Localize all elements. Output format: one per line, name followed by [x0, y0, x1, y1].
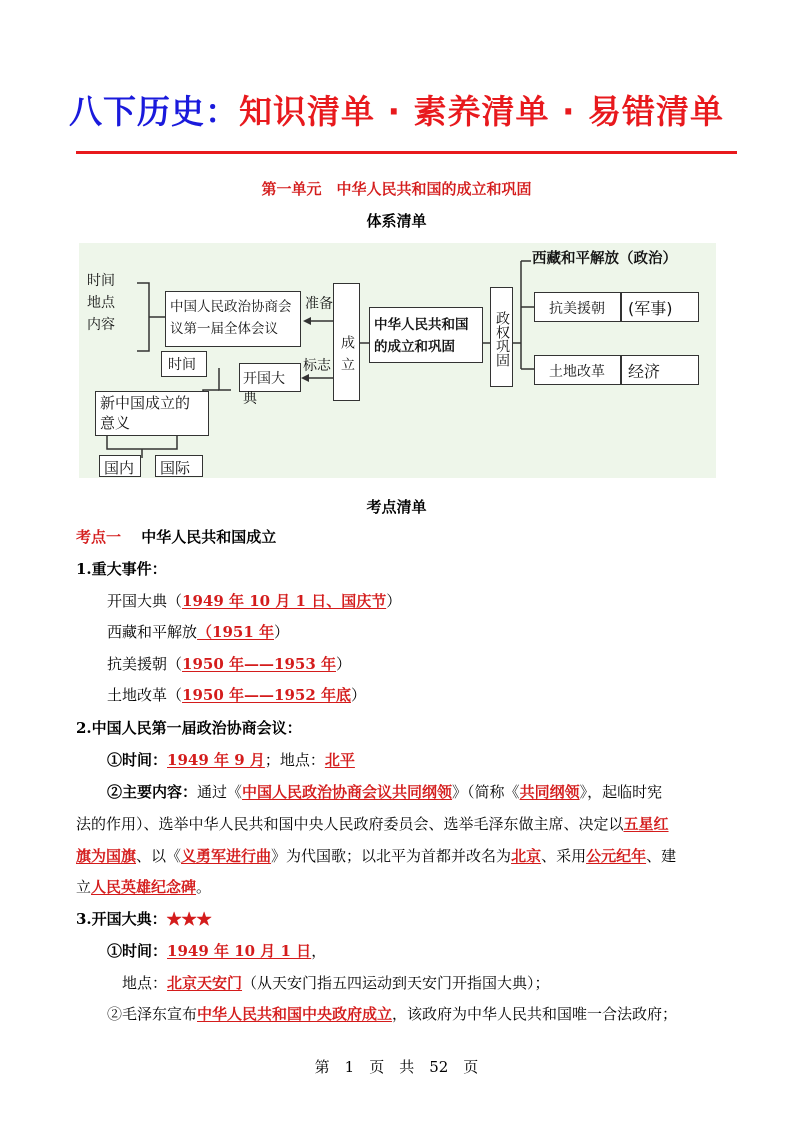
point1-heading — [76, 527, 276, 547]
content-text: 、采用 — [541, 847, 587, 865]
content-answer: 旗为国旗 — [76, 847, 137, 865]
announcement-tail: ，该政府为中华人民共和国唯一合法政府； — [392, 1005, 678, 1023]
event-bracket-open: （ — [167, 686, 183, 704]
diagram-korea-box: 抗美援朝 — [534, 292, 621, 322]
section3-heading — [76, 909, 212, 929]
content-answer: 共同纲领 — [519, 783, 580, 801]
cppcc-content-line-1 — [107, 782, 662, 802]
diagram-place-label: 地点 — [87, 295, 115, 311]
cppcc-content-line-3 — [76, 846, 676, 866]
document-title — [0, 86, 793, 133]
place-answer: 北平 — [324, 751, 355, 769]
time-answer: 1949 年 10 月 1 日 — [167, 942, 312, 960]
ceremony-announcement — [107, 1004, 677, 1024]
diagram-domestic-box: 国内 — [99, 455, 141, 477]
importance-stars: ★★★ — [166, 910, 212, 928]
section2-heading: 2.中国人民第一届政治协商会议： — [76, 719, 302, 737]
diagram-economy-box: 经济 — [621, 355, 699, 385]
place-note: （从天安门指五四运动到天安门开指国大典）； — [242, 974, 550, 992]
event-item — [107, 654, 351, 674]
system-heading: 体系清单 — [366, 212, 427, 230]
content-text: 通过《 — [197, 783, 243, 801]
event-name: 西藏和平解放 — [107, 623, 198, 641]
event-answer: 1950 年——1952 年底 — [182, 686, 351, 704]
content-text: 立 — [76, 878, 92, 896]
event-name: 抗美援朝 — [107, 655, 168, 673]
event-answer: 1950 年——1953 年 — [182, 655, 336, 673]
time-label: ①时间： — [107, 942, 168, 960]
announcement-answer: 中华人民共和国中央政府成立 — [197, 1005, 393, 1023]
title-main: 知识清单 · 素养清单 · 易错清单 — [238, 92, 725, 131]
time-label: ①时间： — [107, 751, 168, 769]
content-answer: 公元纪年 — [586, 847, 647, 865]
title-divider — [76, 151, 737, 154]
content-text: 》，起临时宪 — [579, 783, 663, 801]
event-bracket-close: ） — [386, 592, 402, 610]
content-answer: 五星红 — [623, 815, 669, 833]
cppcc-time-place — [107, 750, 355, 770]
event-name: 土地改革 — [107, 686, 168, 704]
section3-title: 3.开国大典： — [76, 910, 167, 928]
diagram-content-label: 内容 — [87, 317, 115, 333]
punctuation: ， — [311, 942, 327, 960]
content-label: ②主要内容： — [107, 783, 198, 801]
diagram-tibet-label: 西藏和平解放（政治） — [532, 251, 677, 267]
exam-heading: 考点清单 — [366, 498, 427, 516]
diagram-cppcc-box: 中国人民政治协商会议第一届全体会议 — [165, 291, 301, 347]
diagram-time2-box: 时间 — [161, 351, 207, 377]
content-answer: 人民英雄纪念碑 — [91, 878, 197, 896]
diagram-prepare-label: 准备 — [305, 296, 333, 312]
event-name: 开国大典 — [107, 592, 168, 610]
diagram-ceremony-box: 开国大典 — [239, 363, 301, 392]
diagram-center-box: 中华人民共和国的成立和巩固 — [369, 307, 483, 363]
place-answer: 北京天安门 — [167, 974, 243, 992]
event-item — [107, 591, 401, 611]
content-text: 、建 — [646, 847, 677, 865]
event-bracket-open: （ — [167, 592, 183, 610]
title-prefix: 八下历史： — [68, 92, 239, 131]
diagram-time-label: 时间 — [87, 273, 115, 289]
event-bracket-open: （ — [167, 655, 183, 673]
content-text: 》（简称《 — [452, 783, 520, 801]
content-text: 。 — [196, 878, 212, 896]
content-text: 法的作用）、选举中华人民共和国中央人民政府委员会、选举毛泽东做主席、决定以 — [76, 815, 624, 833]
event-bracket-close: ） — [335, 655, 351, 673]
event-item — [107, 622, 289, 642]
section1-heading: 1.重大事件： — [76, 560, 167, 578]
point1-title: 中华人民共和国成立 — [141, 528, 277, 546]
diagram-military-box: (军事) — [621, 292, 699, 322]
content-answer: 北京 — [511, 847, 542, 865]
cppcc-content-line-2 — [76, 814, 669, 834]
diagram-regime-box: 政权巩固 — [490, 287, 513, 387]
event-bracket-close: ） — [274, 623, 290, 641]
content-text: 》为代国歌；以北平为首都并改名为 — [271, 847, 512, 865]
diagram-founding-box: 成立 — [333, 283, 360, 401]
event-bracket-close: ） — [350, 686, 366, 704]
content-answer: 中国人民政治协商会议共同纲领 — [242, 783, 453, 801]
diagram-land-box: 土地改革 — [534, 355, 621, 385]
place-label: ；地点： — [264, 751, 325, 769]
diagram-international-box: 国际 — [155, 455, 203, 477]
cppcc-content-line-4 — [76, 877, 211, 897]
ceremony-time — [107, 941, 326, 961]
page-footer: 第 1 页 共 52 页 — [314, 1058, 479, 1076]
content-answer: 义勇军进行曲 — [181, 847, 272, 865]
point1-label: 考点一 — [76, 528, 122, 546]
time-answer: 1949 年 9 月 — [167, 751, 265, 769]
diagram-significance-box: 新中国成立的意义 — [95, 391, 209, 436]
concept-diagram — [79, 243, 716, 478]
event-item — [107, 685, 366, 705]
content-text: 、以《 — [136, 847, 182, 865]
diagram-left-bracket — [83, 292, 135, 338]
place-label: 地点： — [122, 974, 168, 992]
event-answer: （1951 年 — [197, 623, 274, 641]
diagram-mark-label: 标志 — [303, 358, 331, 374]
event-answer: 1949 年 10 月 1 日、国庆节 — [182, 592, 387, 610]
unit-title: 第一单元 中华人民共和国的成立和巩固 — [261, 180, 532, 198]
announcement-lead: ②毛泽东宣布 — [107, 1005, 198, 1023]
ceremony-place — [122, 973, 550, 993]
